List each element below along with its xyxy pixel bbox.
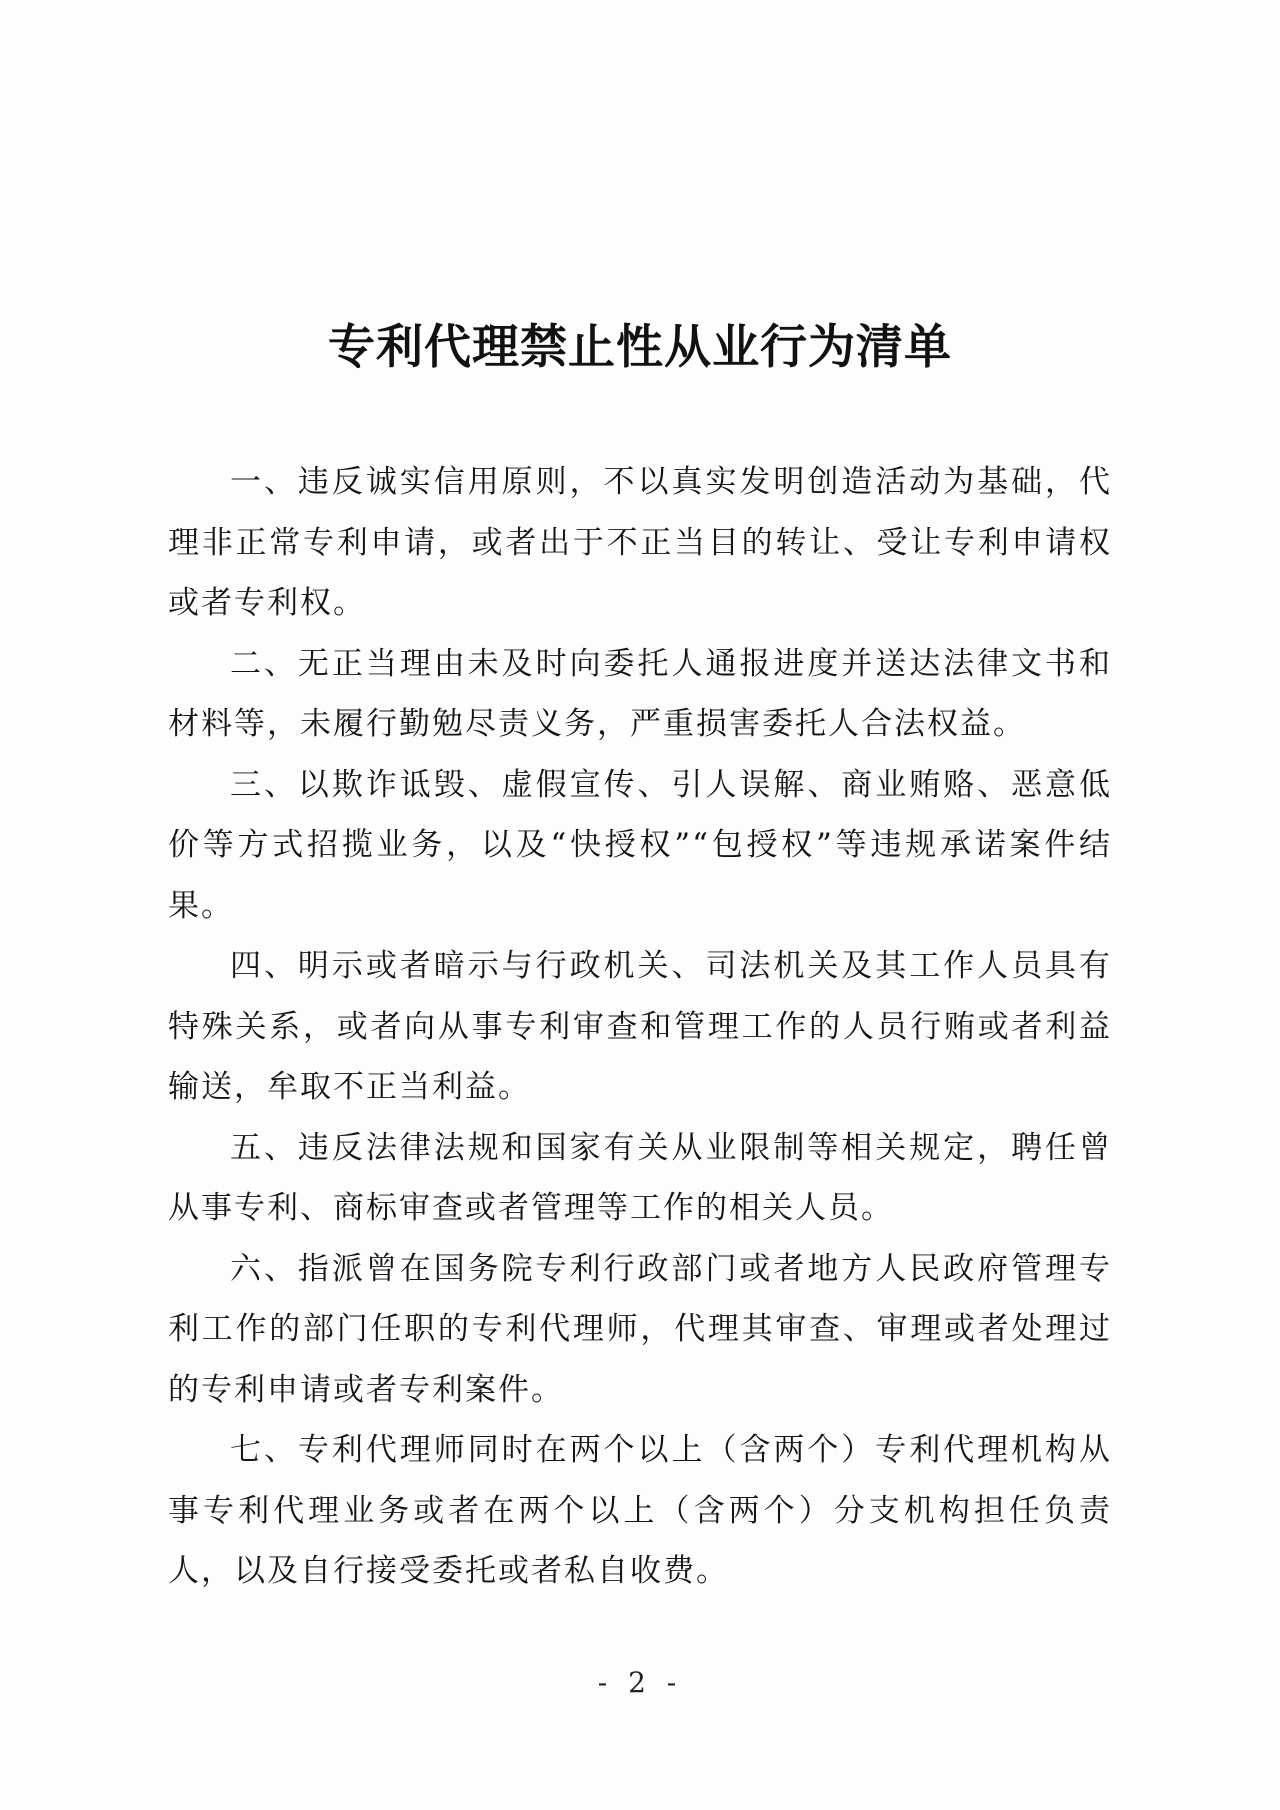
clause-6: 六、指派曾在国务院专利行政部门或者地方人民政府管理专利工作的部门任职的专利代理师，代理其审查、审理或者处理过的专利申请或者专利案件。 [168, 1250, 1112, 1408]
page-number: - 2 - [597, 1666, 683, 1699]
clause-1: 一、违反诚实信用原则，不以真实发明创造活动为基础，代理非正常专利申请，或者出于不正当目的转让、受让专利申请权或者专利权。 [168, 464, 1112, 621]
clause-5: 五、违反法律法规和国家有关从业限制等相关规定，聘任曾从事专利、商标审查或者管理等工作的相关人员。 [168, 1129, 1112, 1226]
clause-4: 四、明示或者暗示与行政机关、司法机关及其工作人员具有特殊关系，或者向从事专利审查和管理工作的人员行贿或者利益输送，牟取不正当利益。 [168, 948, 1112, 1105]
document-body [168, 452, 1112, 1602]
clause-3: 三、以欺诈诋毁、虚假宣传、引人误解、商业贿赂、恶意低价等方式招揽业务，以及“快授权”“包授权”等违规承诺案件结果。 [168, 766, 1112, 924]
clause-7: 七、专利代理师同时在两个以上（含两个）专利代理机构从事专利代理业务或者在两个以上（含两个）分支机构担任负责人，以及自行接受委托或者私自收费。 [168, 1432, 1112, 1589]
document-title: 专利代理禁止性从业行为清单 [328, 320, 952, 375]
clause-2: 二、无正当理由未及时向委托人通报进度并送达法律文书和材料等，未履行勤勉尽责义务，严重损害委托人合法权益。 [168, 645, 1112, 742]
